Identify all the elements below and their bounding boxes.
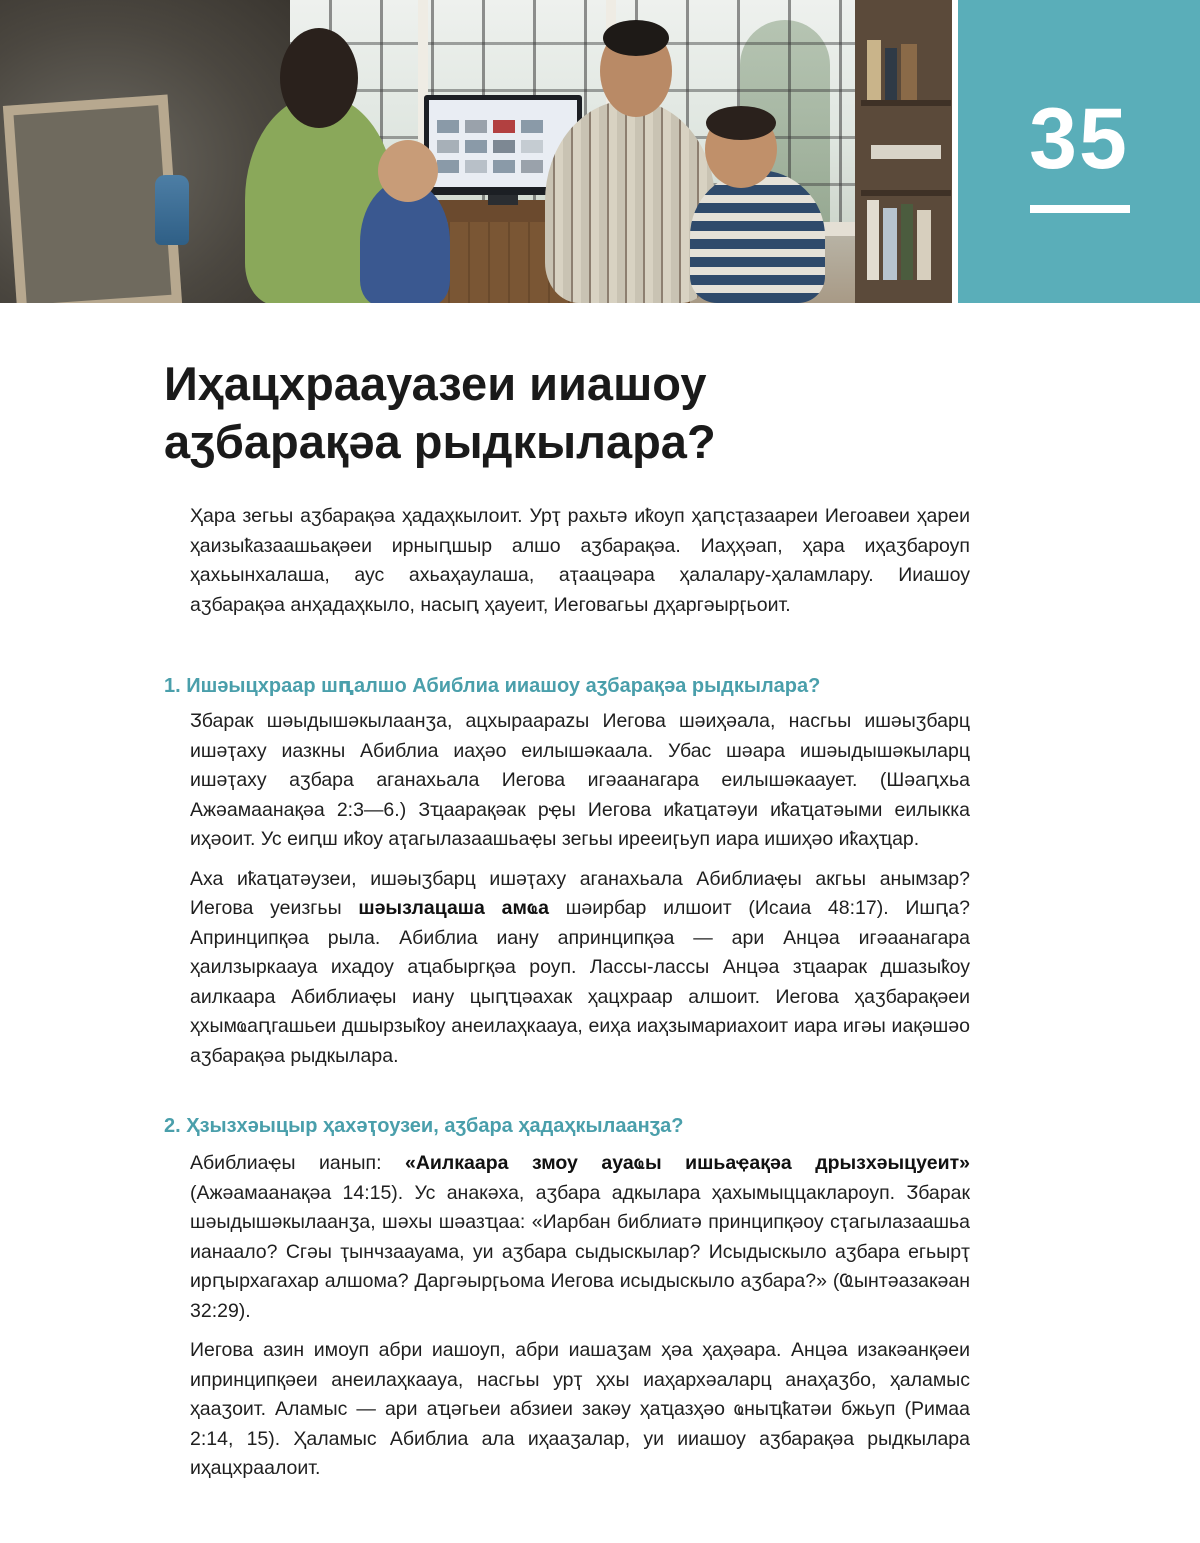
paragraph-text: шәирбар илшоит (Исаиа 48:17). Ишԥа? Апринципқәа рыла. Абиблиа иану апринципқәа — ари Анцәа игәаанагара ҳаилзыркаауа ихадоу аҵабыргқәа роуп. Лассы-лассы Анцәа зҵаарак дшазыҟоу аилкаара Абиблиаҿы иану цыԥҵәахак ҳацхраар алшоит. Иегова ҳаӡбарақәеи ҳхымҩаԥгашьеи дшырзыҟоу анеилаҳкаауа, еиҳа иаҳзымариахоит иара игәы иақәшәо аӡбарақәа рыдкылара. [190,897,970,1067]
question-1-heading: 1. Ишәыцхраар шԥалшо Абиблиа ииашоу аӡбарақәа рыдкылара? [164,675,821,697]
page-title-line-2: аӡбарақәа рыдкылара? [164,415,716,468]
section-2-paragraph-2: Иегова азин имоуп абри иашоуп, абри иашаӡам ҳәа ҳаҳәара. Анцәа изакәанқәеи ипринципқәеи анеилаҳкааyа, насгьы урҭ ҳхы иаҳархәаларц анаҳаӡбо, ҳаламыс ҳааӡоит. Аламыс — ари аҵәгьеи абзиеи закәу ҳаҵазҳәо ҩныҵҟатәи бжьуп (Римаа 2:14, 15). Ҳаламыс Абиблиа ала иҳааӡалар, уи ииашоу аӡбарақәа рыдкылара иҳацхраалоит. [190,1339,970,1479]
header-photo [0,0,952,303]
bookshelf [855,0,952,303]
paragraph-text: Аха иҟаҵатәузеи, ишәыӡбарц ишәҭаху аганахьала Абиблиаҿы акгьы анымзар? Иегова уеизгьы [190,867,970,919]
boy-figure [690,170,825,303]
paragraph-text: Абиблиаҿы ианып: [190,1152,405,1174]
section-1-paragraph-1: Ӡбарак шәыдышәкылаанӡа, ацхыраарazы Иегова шәиҳәала, насгьы ишәыӡбарц ишәҭаху иазкны Абиблиа иаҳәо еилышәкаала. Убас шәара ишәыдышәкыларц ишәҭаху аӡбара аганахьала Иегова игәаанагара еилышәкааует. (Шәаԥхьа Ажәамаанақәа 2:3—6.) Зҵаарақәак рҿы Иегова иҟаҵатәуи иҟаҵатәыми еилыкка иҳәоит. Ус еиԥш иҟоу аҭагылазаашьаҿы зегьы ирееиӷьуп иара ишиҳәо иҟаҳҵар. [190,710,970,850]
section-2-body [190,1149,970,1494]
section-1-body [190,707,970,1081]
section-1-paragraph-2 [190,865,970,1072]
intro-block [190,502,970,630]
question-2-heading: 2. Ҳзызхәыцыр ҳахәҭоузеи, аӡбара ҳадаҳкылаанӡа? [164,1115,684,1137]
page-title [164,355,1064,471]
chapter-underline [1030,205,1130,213]
chapter-tab [958,0,1200,303]
chapter-number: 35 [1029,91,1129,187]
paragraph-text: (Ажәамаанақәа 14:15). Ус анакәха, аӡбара адкылара ҳахымыццакларoуп. Ӡбарак шәыдышәкылаанӡа, шәхы шәазҵаа: «Иарбан библиатә принципқәоу сҭагылазаашьа ианаало? Сгәы ҭынчзаауама, уи аӡбара сыдыскылар? Исыдыскыло аӡбара егьырҭ ирԥырхагахар алшома? Даргәырӷьома Иегова исыдыскыло аӡбара?» (Ҩынтәазакәан 32:29). [190,1181,970,1322]
baby-bottle [155,175,189,245]
section-2-paragraph-1 [190,1149,970,1326]
bold-phrase: шәызлацаша амҩа [358,897,549,919]
intro-paragraph: Ҳара зегьы аӡбарақәа ҳадаҳкылоит. Урҭ рахьтә иҟоуп ҳаԥсҭазаареи Иегоавеи ҳареи ҳаизыҟазаашьақәеи ирныԥшыр алшо аӡбарақәа. Иаҳҳәап, ҳара иҳаӡбароуп ҳахьынхалаша, аус ахьаҳаулаша, аҭаацәара ҳалалару-ҳаламлару. Ииашоу аӡбарақәа анҳадаҳкыло, насыԥ ҳауеит, Иеговагьы дҳаргәырӷьоит. [190,505,970,616]
bold-quote: «Аилкаара змоу ауаҩы ишьаҿақәа дрызхәыцуеит» [405,1152,970,1174]
page-title-line-1: Иҳацхраауазеи ииашоу [164,357,707,410]
